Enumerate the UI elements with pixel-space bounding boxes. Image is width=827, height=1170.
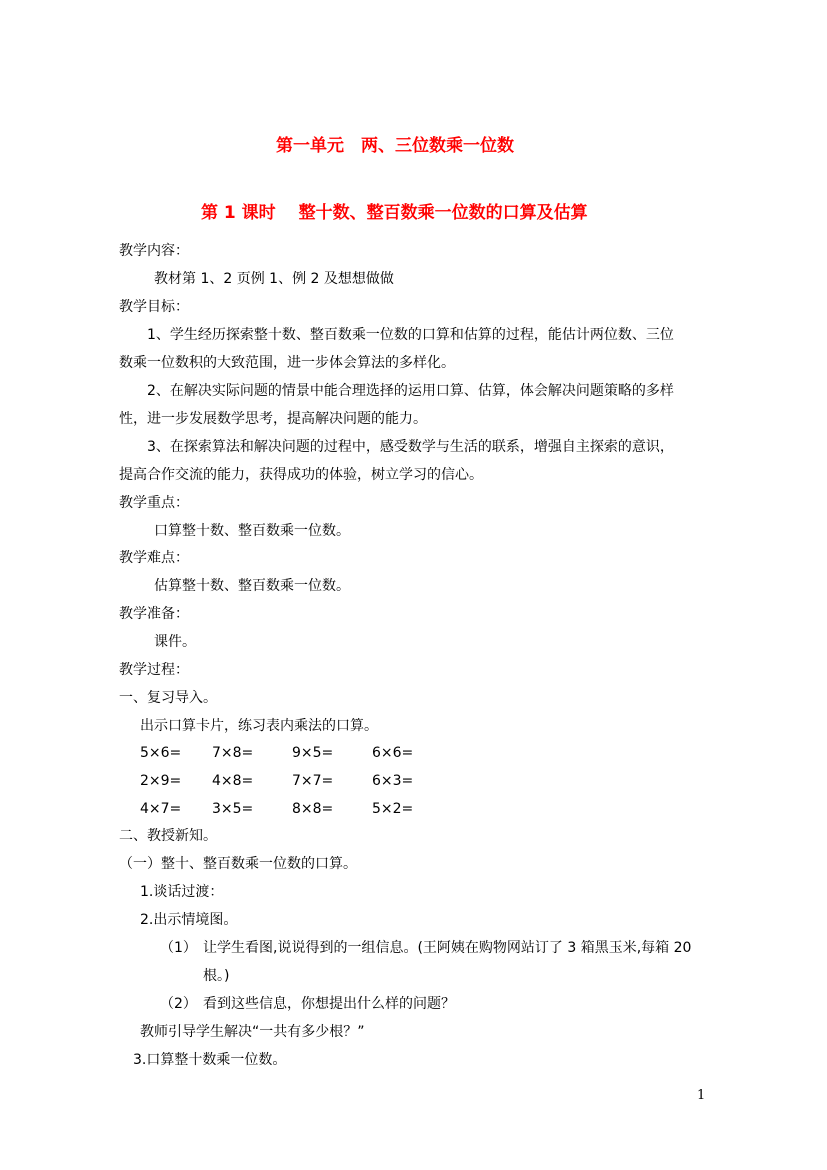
preparation-text: 课件。 [154,634,196,650]
goal-3-line-1: 3、在探索算法和解决问题的过程中，感受数学与生活的联系，增强自主探索的意识， [147,439,674,455]
new-knowledge-heading: 二、教授新知。 [119,828,217,844]
content-text: 教材第 1、2 页例 1、例 2 及想想做做 [154,271,394,287]
calc-cell: 8×8= [292,801,334,817]
calc-cell: 6×3= [372,773,414,789]
question-2-number: （2） [160,996,197,1012]
process-label: 教学过程： [119,662,189,678]
question-1-line-2: 根。) [203,968,230,984]
calc-cell: 2×9= [140,773,182,789]
question-1-number: （1） [160,940,197,956]
difficulty-label: 教学难点： [119,550,189,566]
calc-cell: 5×2= [372,801,414,817]
review-text: 出示口算卡片，练习表内乘法的口算。 [140,718,378,734]
step-3: 3.口算整十数乘一位数。 [133,1052,287,1068]
goal-2-line-2: 性，进一步发展数学思考，提高解决问题的能力。 [119,411,427,427]
calc-cell: 7×7= [292,773,334,789]
goal-1-line-1: 1、学生经历探索整十数、整百数乘一位数的口算和估算的过程，能估计两位数、三位 [147,327,674,343]
key-point-text: 口算整十数、整百数乘一位数。 [154,523,350,539]
calc-cell: 9×5= [292,745,334,761]
goal-3-line-2: 提高合作交流的能力，获得成功的体验，树立学习的信心。 [119,467,483,483]
preparation-label: 教学准备： [119,606,189,622]
calc-cell: 7×8= [212,745,254,761]
review-heading: 一、复习导入。 [119,690,217,706]
goals-label: 教学目标： [119,299,189,315]
goal-1-line-2: 数乘一位数积的大致范围，进一步体会算法的多样化。 [119,355,455,371]
lesson-title: 第 1 课时 整十数、整百数乘一位数的口算及估算 [201,203,588,223]
teacher-guide-text: 教师引导学生解决“一共有多少根？” [140,1024,365,1040]
content-label: 教学内容： [119,243,189,259]
calc-cell: 4×8= [212,773,254,789]
calc-cell: 5×6= [140,745,182,761]
step-2: 2.出示情境图。 [140,912,238,928]
calc-cell: 4×7= [140,801,182,817]
unit-title: 第一单元 两、三位数乘一位数 [276,136,514,156]
step-1: 1.谈话过渡： [140,884,224,900]
page-number: 1 [697,1088,706,1103]
question-2-text: 看到这些信息，你想提出什么样的问题？ [203,996,455,1012]
key-point-label: 教学重点： [119,495,189,511]
goal-2-line-1: 2、在解决实际问题的情景中能合理选择的运用口算、估算，体会解决问题策略的多样 [147,383,674,399]
calc-cell: 3×5= [212,801,254,817]
question-1-line-1: 让学生看图,说说得到的一组信息。(王阿姨在购物网站订了 3 箱黑玉米,每箱 20 [203,940,692,956]
difficulty-text: 估算整十数、整百数乘一位数。 [154,578,350,594]
calc-cell: 6×6= [372,745,414,761]
subsection-1-heading: （一）整十、整百数乘一位数的口算。 [119,856,357,872]
